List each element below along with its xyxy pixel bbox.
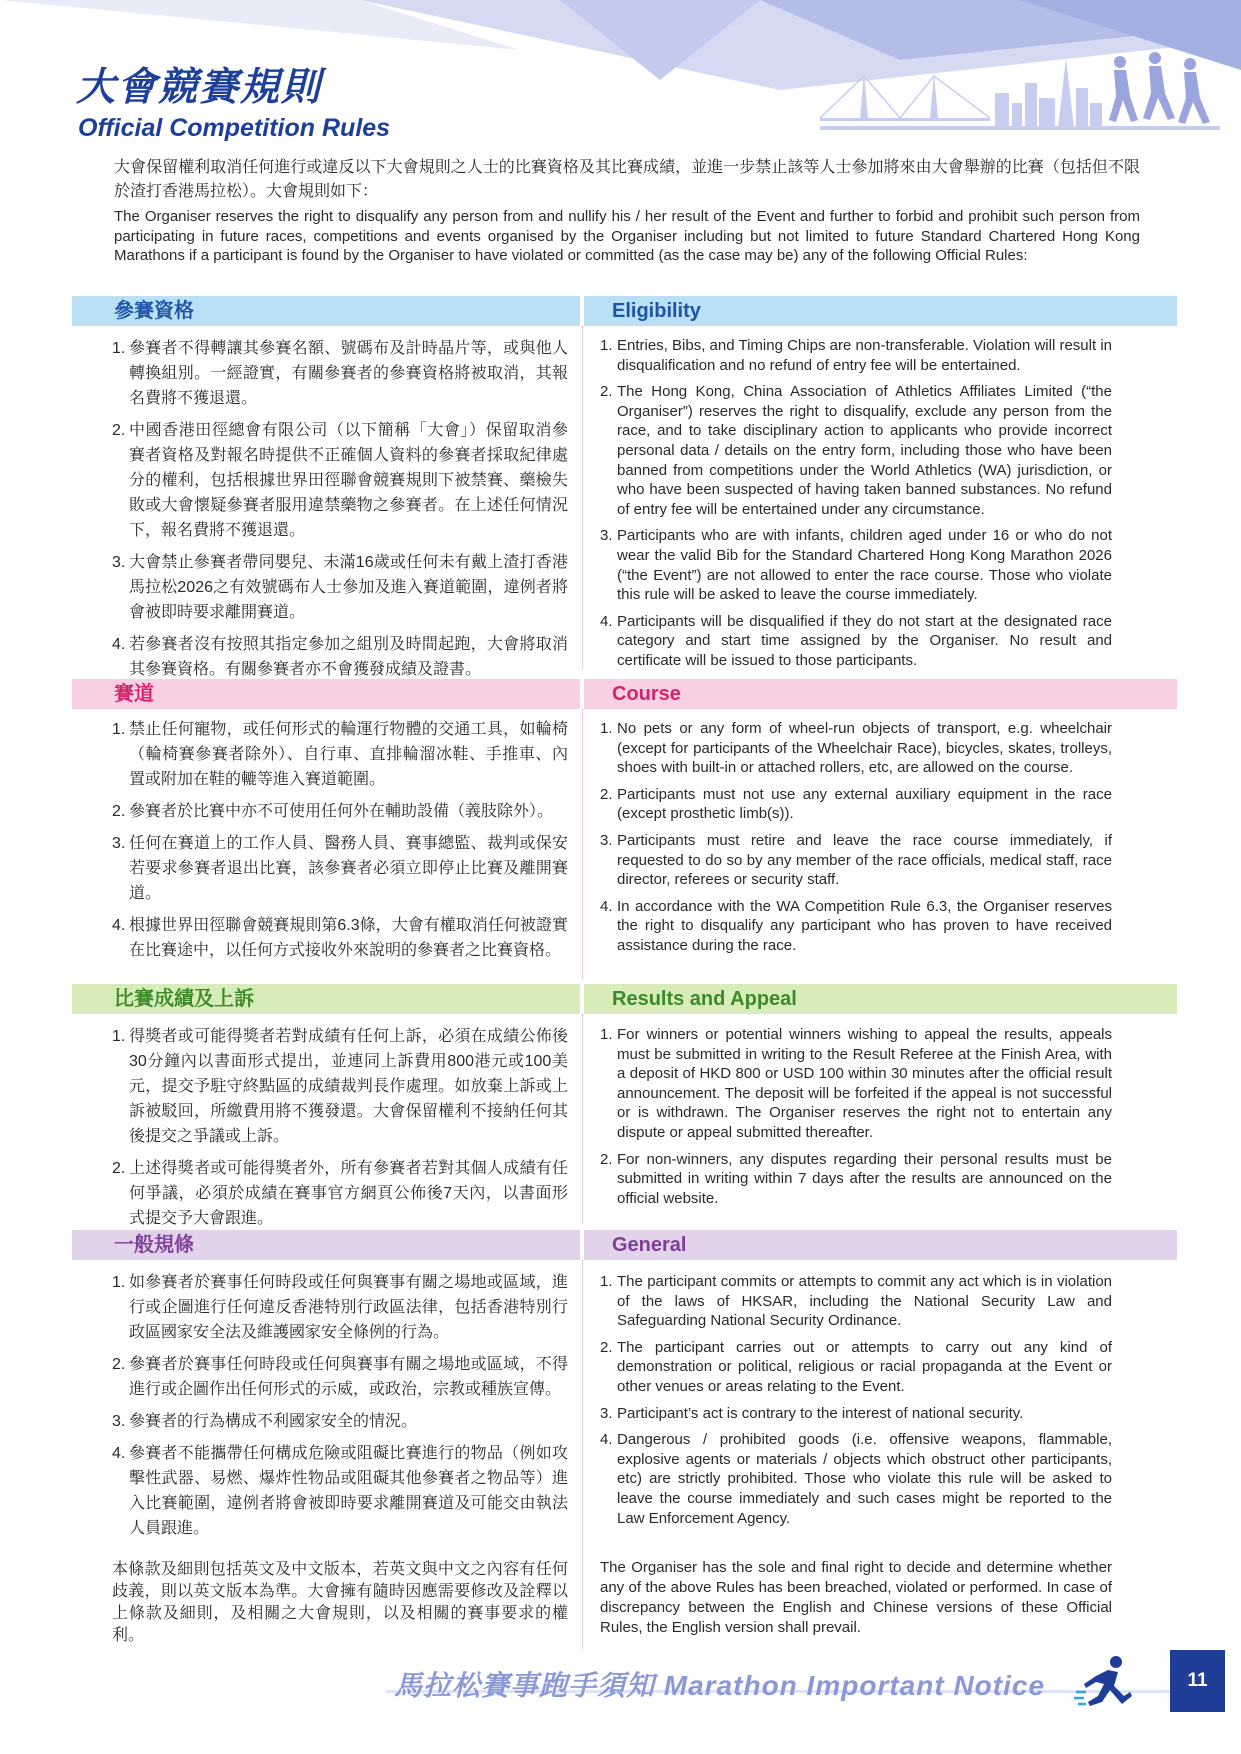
rule-text: Entries, Bibs, and Timing Chips are non-transferable. Violation will result in disqualification and no refund of entry fee will be entertained. bbox=[617, 337, 1112, 374]
rule-text: 參賽者於比賽中亦不可使用任何外在輔助設備（義肢除外）。 bbox=[129, 803, 554, 820]
rule-text: In accordance with the WA Competition Rule 6.3, the Organiser reserves the right to disqualify any participant who has proven to have received assistance during the race. bbox=[617, 897, 1112, 954]
rule-item: 2. 參賽者於比賽中亦不可使用任何外在輔助設備（義肢除外）。 bbox=[112, 803, 554, 820]
rule-text: Participant’s act is contrary to the interest of national security. bbox=[617, 1404, 1024, 1422]
rule-text: The Hong Kong, China Association of Athletics Affiliates Limited (“the Organiser”) reserves the right to disqualify, exclude any person from the race, and to take disciplinary action to applicants who provide incorrect personal data / details on the entry form, including those who have been banned from competitions under the World Athletics (WA) jurisdiction, or who have been suspected of having taken banned substances. No refund of entry fee will be entertained under any circumstance. bbox=[617, 383, 1112, 518]
rules-list-zh bbox=[112, 717, 568, 970]
section-heading-band-en bbox=[584, 1230, 1177, 1260]
intro-paragraphs bbox=[114, 156, 1140, 266]
section-heading-band-zh bbox=[72, 296, 580, 326]
rule-item: 3. Participant’s act is contrary to the interest of national security. bbox=[600, 1404, 1024, 1422]
section-heading-band-en bbox=[584, 984, 1177, 1014]
section-heading-zh: 賽道 bbox=[114, 683, 154, 705]
section-heading-band-en bbox=[584, 679, 1177, 709]
rule-item: 4. Dangerous / prohibited goods (i.e. offensive weapons, flammable, explosive agents or materials / objects which obstruct other participants, etc) are strictly prohibited. Those who violate this rule will be asked to leave the course immediately and such cases might be reported to the Law Enforcement Agency. bbox=[600, 1431, 1112, 1527]
page-number: 11 bbox=[1187, 1670, 1208, 1691]
rule-text: No pets or any form of wheel-run objects of transport, e.g. wheelchair (except for participants of the Wheelchair Race), bicycles, skates, trolleys, shoes with built-in or attached rollers, etc, are allowed on the course. bbox=[617, 720, 1112, 777]
rule-text: 參賽者不能攜帶任何構成危險或阻礙比賽進行的物品（例如攻擊性武器、易燃、爆炸性物品或阻礙其他參賽者之物品等）進入比賽範圍，違例者將會被即時要求離開賽道及可能交由執法人員跟進。 bbox=[129, 1445, 568, 1537]
intro-zh: 大會保留權利取消任何進行或違反以下大會規則之人士的比賽資格及其比賽成績，並進一步禁止該等人士參加將來由大會舉辦的比賽（包括但不限於渣打香港馬拉松）。大會規則如下： bbox=[114, 159, 1140, 200]
section-heading-band-zh bbox=[72, 984, 580, 1014]
rule-item: 3. Participants who are with infants, children aged under 16 or who do not wear the valid Bib for the Standard Chartered Hong Kong Marathon 2026 (“the Event”) are not allowed to enter the race course. Those who violate this rule will be asked to leave the course immediately. bbox=[600, 527, 1112, 604]
rule-item: 4. In accordance with the WA Competition Rule 6.3, the Organiser reserves the right to disqualify any participant who has proven to have received assistance during the race. bbox=[600, 897, 1112, 954]
rule-item: 2. Participants must not use any external auxiliary equipment in the race (except prosthetic limb(s)). bbox=[600, 785, 1112, 823]
rule-text: For non-winners, any disputes regarding their personal results must be submitted in writing within 7 days after the results are announced on the official website. bbox=[617, 1150, 1112, 1207]
column-divider bbox=[582, 1014, 583, 1224]
section-heading-en: General bbox=[612, 1234, 687, 1256]
rule-text: 若參賽者沒有按照其指定參加之組別及時間起跑，大會將取消其參賽資格。有關參賽者亦不會獲發成績及證書。 bbox=[129, 636, 568, 678]
rules-list-zh bbox=[112, 1024, 568, 1238]
section-heading-zh: 一般規條 bbox=[114, 1234, 194, 1256]
rule-item: 3. Participants must retire and leave the race course immediately, if requested to do so by any member of the race officials, medical staff, race director, referees or security staff. bbox=[600, 831, 1112, 889]
column-divider bbox=[582, 326, 583, 668]
column-divider bbox=[582, 1260, 583, 1650]
section-heading-zh: 比賽成績及上訴 bbox=[114, 988, 254, 1010]
rules-list-en bbox=[600, 336, 1112, 678]
rule-text: Dangerous / prohibited goods (i.e. offensive weapons, flammable, explosive agents or materials / objects which obstruct other participants, etc) are strictly prohibited. Those who violate this rule will be asked to leave the course immediately and such cases might be reported to the Law Enforcement Agency. bbox=[617, 1431, 1112, 1527]
section-results-appeal bbox=[72, 984, 1177, 1227]
rule-item: 4. 參賽者不能攜帶任何構成危險或阻礙比賽進行的物品（例如攻擊性武器、易燃、爆炸性物品或阻礙其他參賽者之物品等）進入比賽範圍，違例者將會被即時要求離開賽道及可能交由執法人員跟進。 bbox=[112, 1445, 568, 1537]
runner-icon bbox=[1072, 1652, 1142, 1712]
rule-text: The participant carries out or attempts to carry out any kind of demonstration or political, religious or racial propaganda at the Event or other venues or areas relating to the Event. bbox=[617, 1338, 1112, 1395]
closing-paragraph-zh: 本條款及細則包括英文及中文版本，若英文與中文之內容有任何歧義，則以英文版本為準。大會擁有隨時因應需要修改及詮釋以上條款及細則，及相關之大會規則，以及相關的賽事要求的權利。 bbox=[112, 1561, 568, 1644]
section-heading-band-zh bbox=[72, 1230, 580, 1260]
rule-item: 1. The participant commits or attempts to commit any act which is in violation of the laws of HKSAR, including the National Security Law and Safeguarding National Security Ordinance. bbox=[600, 1273, 1112, 1330]
rule-item: 1. For winners or potential winners wishing to appeal the results, appeals must be submitted in writing to the Result Referee at the Finish Area, with a deposit of HKD 800 or USD 100 within 30 minutes after the official result announcement. The deposit will be forfeited if the appeal is not successful or is withdrawn. The Organiser reserves the right not to entertain any dispute or appeal submitted thereafter. bbox=[600, 1026, 1112, 1141]
closing-paragraph-en: The Organiser has the sole and final right to decide and determine whether any of the above Rules has been breached, violated or performed. In case of discrepancy between the English and Chinese versions of these Official Rules, the English version shall prevail. bbox=[600, 1559, 1112, 1637]
section-heading-band-en bbox=[584, 296, 1177, 326]
rule-text: 任何在賽道上的工作人員、醫務人員、賽事總監、裁判或保安若要求參賽者退出比賽，該參賽者必須立即停止比賽及離開賽道。 bbox=[129, 835, 568, 902]
rule-item: 1. 如參賽者於賽事任何時段或任何與賽事有關之場地或區域，進行或企圖進行任何違反香港特別行政區法律，包括香港特別行政區國家安全法及維護國家安全條例的行為。 bbox=[112, 1274, 568, 1341]
section-eligibility bbox=[72, 296, 1177, 678]
rule-item: 4. Participants will be disqualified if they do not start at the designated race category and start time assigned by the Organiser. No result and certificate will be issued to those participants. bbox=[600, 612, 1112, 669]
rules-list-zh bbox=[112, 336, 568, 689]
section-heading-en: Course bbox=[612, 683, 681, 705]
rule-text: 大會禁止參賽者帶同嬰兒、未滿16歲或任何未有戴上渣打香港馬拉松2026之有效號碼布人士參加及進入賽道範圍，違例者將會被即時要求離開賽道。 bbox=[129, 554, 568, 621]
rule-item: 2. For non-winners, any disputes regarding their personal results must be submitted in writing within 7 days after the results are announced on the official website. bbox=[600, 1150, 1112, 1207]
rule-text: 根據世界田徑聯會競賽規則第6.3條，大會有權取消任何被證實在比賽途中，以任何方式接收外來說明的參賽者之比賽資格。 bbox=[129, 917, 568, 959]
intro-en: The Organiser reserves the right to disqualify any person from and nullify his / her result of the Event and further to forbid and prohibit such person from participating in future races, competitions and events organised by the Organiser including but not limited to future Standard Chartered Hong Kong Marathons if a participant is found by the Organiser to have violated or committed (as the case may be) any of the following Official Rules: bbox=[114, 208, 1140, 264]
rule-text: Participants must retire and leave the race course immediately, if requested to do so by any member of the race officials, medical staff, race director, referees or security staff. bbox=[617, 831, 1112, 889]
section-general bbox=[72, 1230, 1177, 1650]
rule-text: The participant commits or attempts to commit any act which is in violation of the laws of HKSAR, including the National Security Law and Safeguarding National Security Ordinance. bbox=[617, 1273, 1112, 1330]
rule-item: 1. No pets or any form of wheel-run objects of transport, e.g. wheelchair (except for participants of the Wheelchair Race), bicycles, skates, trolleys, shoes with built-in or attached rollers, etc, are allowed on the course. bbox=[600, 720, 1112, 777]
column-divider bbox=[582, 709, 583, 979]
section-heading-zh: 參賽資格 bbox=[114, 300, 194, 322]
rules-list-zh bbox=[112, 1270, 568, 1647]
rule-text: Participants must not use any external auxiliary equipment in the race (except prosthetic limb(s)). bbox=[617, 785, 1112, 823]
rule-item: 1. 禁止任何寵物，或任何形式的輪運行物體的交通工具，如輪椅（輪椅賽參賽者除外）、自行車、直排輪溜冰鞋、手推車、內置或附加在鞋的轆等進入賽道範圍。 bbox=[112, 721, 568, 788]
rule-text: 參賽者不得轉讓其參賽名額、號碼布及計時晶片等，或與他人轉換組別。一經證實，有關參賽者的參賽資格將被取消，其報名費將不獲退還。 bbox=[129, 340, 568, 407]
rule-item: 3. 參賽者的行為構成不利國家安全的情況。 bbox=[112, 1413, 418, 1430]
rules-list-en bbox=[600, 1272, 1112, 1638]
section-course bbox=[72, 679, 1177, 979]
rule-item: 1. 參賽者不得轉讓其參賽名額、號碼布及計時晶片等，或與他人轉換組別。一經證實，有關參賽者的參賽資格將被取消，其報名費將不獲退還。 bbox=[112, 340, 568, 407]
rule-text: 參賽者的行為構成不利國家安全的情況。 bbox=[129, 1413, 418, 1430]
rule-text: 中國香港田徑總會有限公司（以下簡稱「大會」）保留取消參賽者資格及對報名時提供不正確個人資料的參賽者採取紀律處分的權利，包括根據世界田徑聯會競賽規則下被禁賽、藥檢失敗或大會懷疑參賽者服用違禁藥物之參賽者。在上述任何情況下，報名費將不獲退還。 bbox=[129, 422, 568, 539]
section-heading-en: Eligibility bbox=[612, 300, 701, 322]
rule-item: 2. 參賽者於賽事任何時段或任何與賽事有關之場地或區域，不得進行或企圖作出任何形式的示威，或政治，宗教或種族宣傳。 bbox=[112, 1356, 568, 1398]
rule-text: 得獎者或可能得獎者若對成績有任何上訴，必須在成績公佈後30分鐘內以書面形式提出，並連同上訴費用800港元或100美元，提交予駐守終點區的成績裁判長作處理。如放棄上訴或上訴被駁回，所繳費用將不獲發還。大會保留權利不接納任何其後提交之爭議或上訴。 bbox=[129, 1028, 568, 1145]
rule-text: 如參賽者於賽事任何時段或任何與賽事有關之場地或區域，進行或企圖進行任何違反香港特別行政區法律，包括香港特別行政區國家安全法及維護國家安全條例的行為。 bbox=[129, 1274, 568, 1341]
rule-item: 2. 上述得獎者或可能得獎者外，所有參賽者若對其個人成績有任何爭議，必須於成績在賽事官方網頁公佈後7天內，以書面形式提交予大會跟進。 bbox=[112, 1160, 568, 1227]
rule-item: 3. 任何在賽道上的工作人員、醫務人員、賽事總監、裁判或保安若要求參賽者退出比賽，該參賽者必須立即停止比賽及離開賽道。 bbox=[112, 835, 568, 902]
rule-text: 參賽者於賽事任何時段或任何與賽事有關之場地或區域，不得進行或企圖作出任何形式的示威，或政治，宗教或種族宣傳。 bbox=[129, 1356, 568, 1398]
rule-item: 1. Entries, Bibs, and Timing Chips are non-transferable. Violation will result in disqualification and no refund of entry fee will be entertained. bbox=[600, 337, 1112, 374]
rule-text: For winners or potential winners wishing to appeal the results, appeals must be submitted in writing to the Result Referee at the Finish Area, with a deposit of HKD 800 or USD 100 within 30 minutes after the official result announcement. The deposit will be forfeited if the appeal is not successful or is withdrawn. The Organiser reserves the right not to entertain any dispute or appeal submitted thereafter. bbox=[617, 1026, 1112, 1141]
rule-item: 4. 若參賽者沒有按照其指定參加之組別及時間起跑，大會將取消其參賽資格。有關參賽者亦不會獲發成績及證書。 bbox=[112, 636, 568, 678]
page-title-zh: 大會競賽規則 bbox=[76, 66, 323, 109]
rule-item: 1. 得獎者或可能得獎者若對成績有任何上訴，必須在成績公佈後30分鐘內以書面形式提出，並連同上訴費用800港元或100美元，提交予駐守終點區的成績裁判長作處理。如放棄上訴或上訴被駁回，所繳費用將不獲發還。大會保留權利不接納任何其後提交之爭議或上訴。 bbox=[112, 1028, 568, 1145]
footer-title: 馬拉松賽事跑手須知 Marathon Important Notice bbox=[394, 1670, 1046, 1701]
rule-text: 上述得獎者或可能得獎者外，所有參賽者若對其個人成績有任何爭議，必須於成績在賽事官方網頁公佈後7天內，以書面形式提交予大會跟進。 bbox=[129, 1160, 568, 1227]
page-number-box bbox=[1170, 1650, 1225, 1712]
skyline-runners-illustration bbox=[820, 48, 1220, 138]
rule-item: 2. 中國香港田徑總會有限公司（以下簡稱「大會」）保留取消參賽者資格及對報名時提供不正確個人資料的參賽者採取紀律處分的權利，包括根據世界田徑聯會競賽規則下被禁賽、藥檢失敗或大會懷疑參賽者服用違禁藥物之參賽者。在上述任何情況下，報名費將不獲退還。 bbox=[112, 422, 568, 539]
rule-text: Participants who are with infants, children aged under 16 or who do not wear the valid Bib for the Standard Chartered Hong Kong Marathon 2026 (“the Event”) are not allowed to enter the race course. Those who violate this rule will be asked to leave the course immediately. bbox=[617, 527, 1112, 604]
rule-item: 2. The participant carries out or attempts to carry out any kind of demonstration or political, religious or racial propaganda at the Event or other venues or areas relating to the Event. bbox=[600, 1338, 1112, 1395]
rule-text: Participants will be disqualified if they do not start at the designated race category and start time assigned by the Organiser. No result and certificate will be issued to those participants. bbox=[617, 612, 1112, 669]
rules-list-en bbox=[600, 1025, 1112, 1215]
rules-list-en bbox=[600, 719, 1112, 963]
rule-item: 2. The Hong Kong, China Association of Athletics Affiliates Limited (“the Organiser”) reserves the right to disqualify, exclude any person from the race, and to take disciplinary action to applicants who provide incorrect personal data / details on the entry form, including those who have been banned from competitions under the World Athletics (WA) jurisdiction, or who have been suspected of having taken banned substances. No refund of entry fee will be entertained under any circumstance. bbox=[600, 383, 1112, 518]
rule-text: 禁止任何寵物，或任何形式的輪運行物體的交通工具，如輪椅（輪椅賽參賽者除外）、自行車、直排輪溜冰鞋、手推車、內置或附加在鞋的轆等進入賽道範圍。 bbox=[129, 721, 568, 788]
page-title-en: Official Competition Rules bbox=[78, 114, 391, 142]
rule-item: 3. 大會禁止參賽者帶同嬰兒、未滿16歲或任何未有戴上渣打香港馬拉松2026之有效號碼布人士參加及進入賽道範圍，違例者將會被即時要求離開賽道。 bbox=[112, 554, 568, 621]
section-heading-en: Results and Appeal bbox=[612, 988, 797, 1010]
rule-item: 4. 根據世界田徑聯會競賽規則第6.3條，大會有權取消任何被證實在比賽途中，以任何方式接收外來說明的參賽者之比賽資格。 bbox=[112, 917, 568, 959]
section-heading-band-zh bbox=[72, 679, 580, 709]
